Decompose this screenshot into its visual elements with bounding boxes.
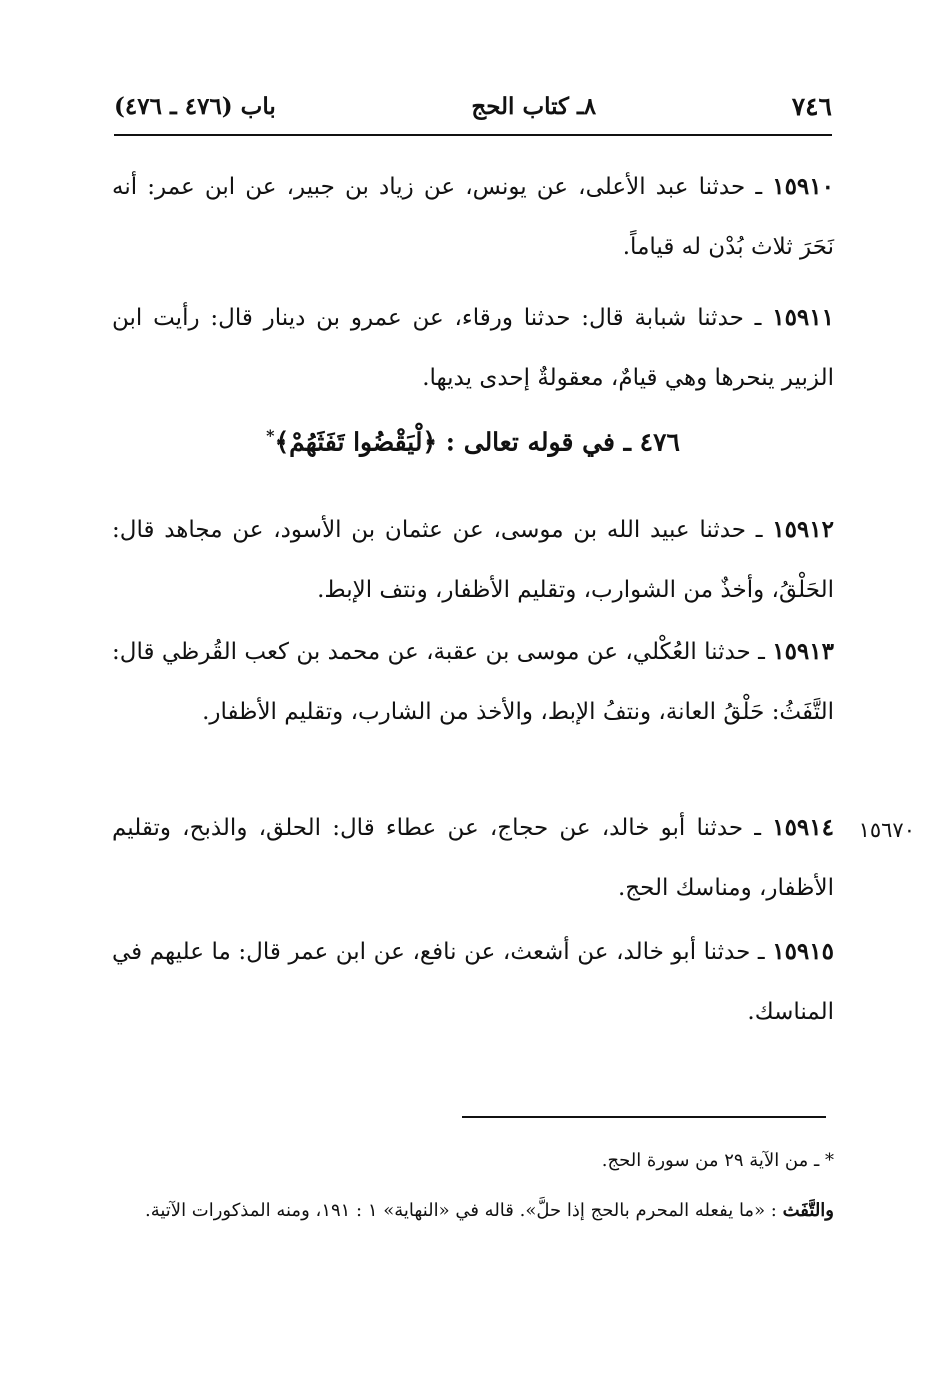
hadith-paragraph xyxy=(112,157,834,277)
margin-number: ١٥٦٧٠ xyxy=(858,818,915,842)
header-rule xyxy=(114,134,832,136)
hadith-paragraph xyxy=(112,622,834,742)
running-header xyxy=(114,88,832,124)
hadith-paragraph xyxy=(112,500,834,620)
hadith-number: ١٥٩١٤ xyxy=(772,814,834,841)
hadith-text: ـ حدثنا عبد الأعلى، عن يونس، عن زياد بن جبير، عن ابن عمر: أنه نَحَرَ ثلاث بُدْن له قياماً. xyxy=(112,174,834,260)
section-heading-text: ٤٧٦ ـ في قوله تعالى : ﴿لْيَقْضُوا تَفَثَهُمْ﴾ xyxy=(274,427,680,457)
hadith-number: ١٥٩١٥ xyxy=(772,938,834,965)
hadith-number: ١٥٩١٢ xyxy=(772,516,834,543)
hadith-number: ١٥٩١١ xyxy=(772,304,834,331)
hadith-text: ـ حدثنا العُكْلي، عن موسى بن عقبة، عن محمد بن كعب القُرظي قال: التَّفَثُ: حَلْقُ العانة، ونتفُ الإبط، والأخذ من الشارب، وتقليم الأظفار. xyxy=(112,639,834,725)
hadith-paragraph xyxy=(112,922,834,1042)
book-title: ٨ـ كتاب الحج xyxy=(471,92,597,120)
footnote-rule xyxy=(462,1116,826,1118)
hadith-text: ـ حدثنا عبيد الله بن موسى، عن عثمان بن الأسود، عن مجاهد قال: الحَلْقُ، وأخذٌ من الشوارب، وتقليم الأظفار، ونتف الإبط. xyxy=(112,517,834,603)
footnote-marker: * xyxy=(266,426,275,445)
hadith-paragraph xyxy=(112,288,834,408)
footnote xyxy=(112,1138,834,1184)
hadith-text: ـ حدثنا شبابة قال: حدثنا ورقاء، عن عمرو بن دينار قال: رأيت ابن الزبير ينحرها وهي قيامٌ، معقولةٌ إحدى يديها. xyxy=(112,305,834,391)
hadith-text: ـ حدثنا أبو خالد، عن حجاج، عن عطاء قال: الحلق، والذبح، وتقليم الأظفار، ومناسك الحج. xyxy=(112,815,834,901)
footnote-text: * ـ من الآية ٢٩ من سورة الحج. xyxy=(601,1150,834,1171)
hadith-text: ـ حدثنا أبو خالد، عن أشعث، عن نافع، عن ابن عمر قال: ما عليهم في المناسك. xyxy=(112,939,834,1025)
hadith-number: ١٥٩١٠ xyxy=(772,173,834,200)
page-number: ٧٤٦ xyxy=(791,91,832,121)
hadith-number: ١٥٩١٣ xyxy=(772,638,834,665)
hadith-paragraph xyxy=(112,798,834,918)
chapter-range: باب (٤٧٦ ـ ٤٧٦) xyxy=(114,92,276,120)
section-heading xyxy=(112,426,834,456)
footnote-keyword: والتَّفَث xyxy=(782,1200,834,1221)
footnote xyxy=(112,1188,834,1234)
footnote-text: : «ما يفعله المحرم بالحج إذا حلَّ». قاله في «النهاية» ١ : ١٩١، ومنه المذكورات الآتية. xyxy=(144,1200,783,1221)
